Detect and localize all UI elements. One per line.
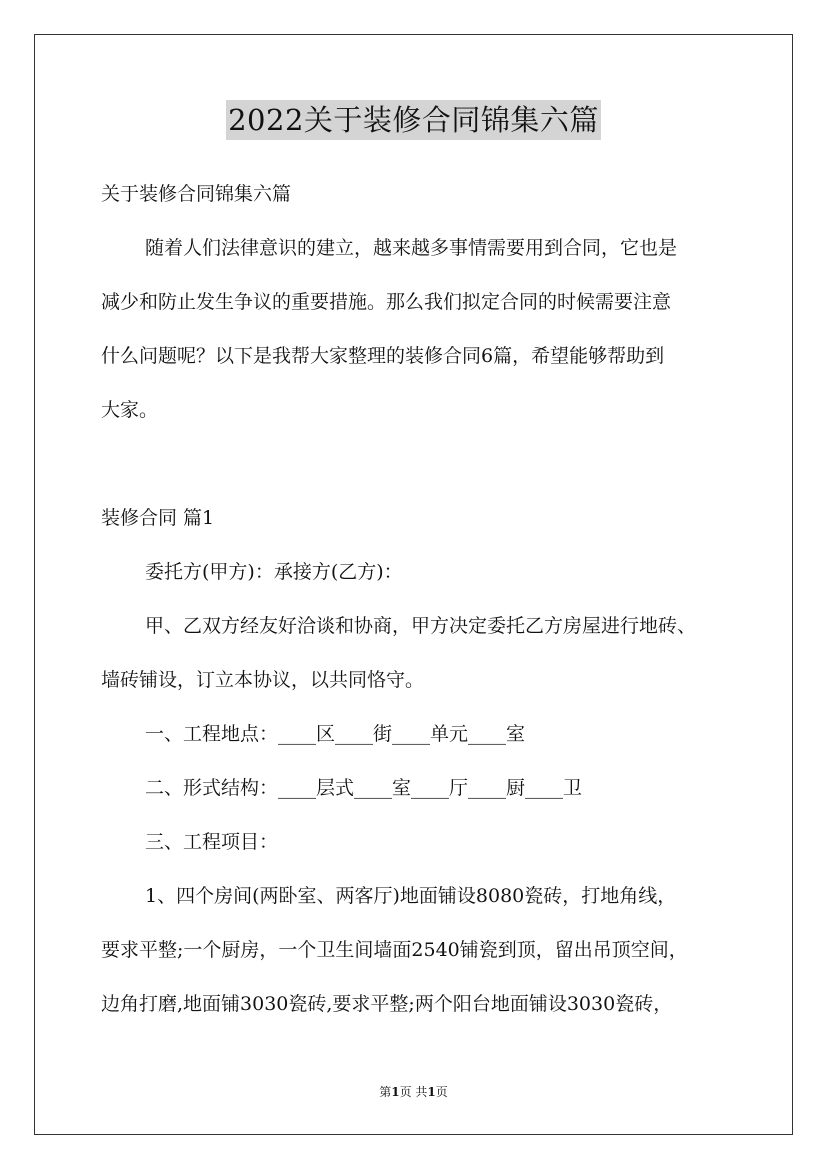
body-line-item-1c: 边角打磨,地面铺3030瓷砖,要求平整;两个阳台地面铺设3030瓷砖， xyxy=(101,993,673,1015)
footer-mid: 页 共 xyxy=(399,1085,428,1099)
body-line-location: 一、工程地点：____区____街____单元____室 xyxy=(145,723,526,745)
body-line-item-1b: 要求平整;一个厨房，一个卫生间墙面2540铺瓷到顶，留出吊顶空间， xyxy=(101,939,688,961)
section-heading: 装修合同 篇1 xyxy=(101,507,215,529)
intro-line-1: 随着人们法律意识的建立，越来越多事情需要用到合同，它也是 xyxy=(145,237,678,259)
title-container xyxy=(0,100,827,140)
intro-line-3: 什么问题呢？以下是我帮大家整理的装修合同6篇，希望能够帮助到 xyxy=(101,345,665,367)
body-line-parties: 委托方(甲方)：承接方(乙方)： xyxy=(145,561,403,583)
body-line-item-1a: 1、四个房间(两卧室、两客厅)地面铺设8080瓷砖，打地角线， xyxy=(145,885,677,907)
body-line-items-heading: 三、工程项目： xyxy=(145,831,279,853)
intro-line-2: 减少和防止发生争议的重要措施。那么我们拟定合同的时候需要注意 xyxy=(101,291,672,313)
footer-suffix: 页 xyxy=(435,1085,448,1099)
footer-prefix: 第 xyxy=(379,1085,392,1099)
body-line-structure: 二、形式结构：____层式____室____厅____厨____卫 xyxy=(145,777,583,799)
body-line-agreement-2: 墙砖铺设，订立本协议，以共同恪守。 xyxy=(101,669,425,691)
intro-line-4: 大家。 xyxy=(101,399,159,421)
page-footer xyxy=(0,1084,827,1100)
footer-page-number: 1 xyxy=(391,1085,400,1099)
footer-total-pages: 1 xyxy=(427,1085,436,1099)
document-title: 2022关于装修合同锦集六篇 xyxy=(226,100,601,140)
body-line-agreement-1: 甲、乙双方经友好洽谈和协商，甲方决定委托乙方房屋进行地砖、 xyxy=(145,615,697,637)
document-subtitle: 关于装修合同锦集六篇 xyxy=(101,183,292,205)
